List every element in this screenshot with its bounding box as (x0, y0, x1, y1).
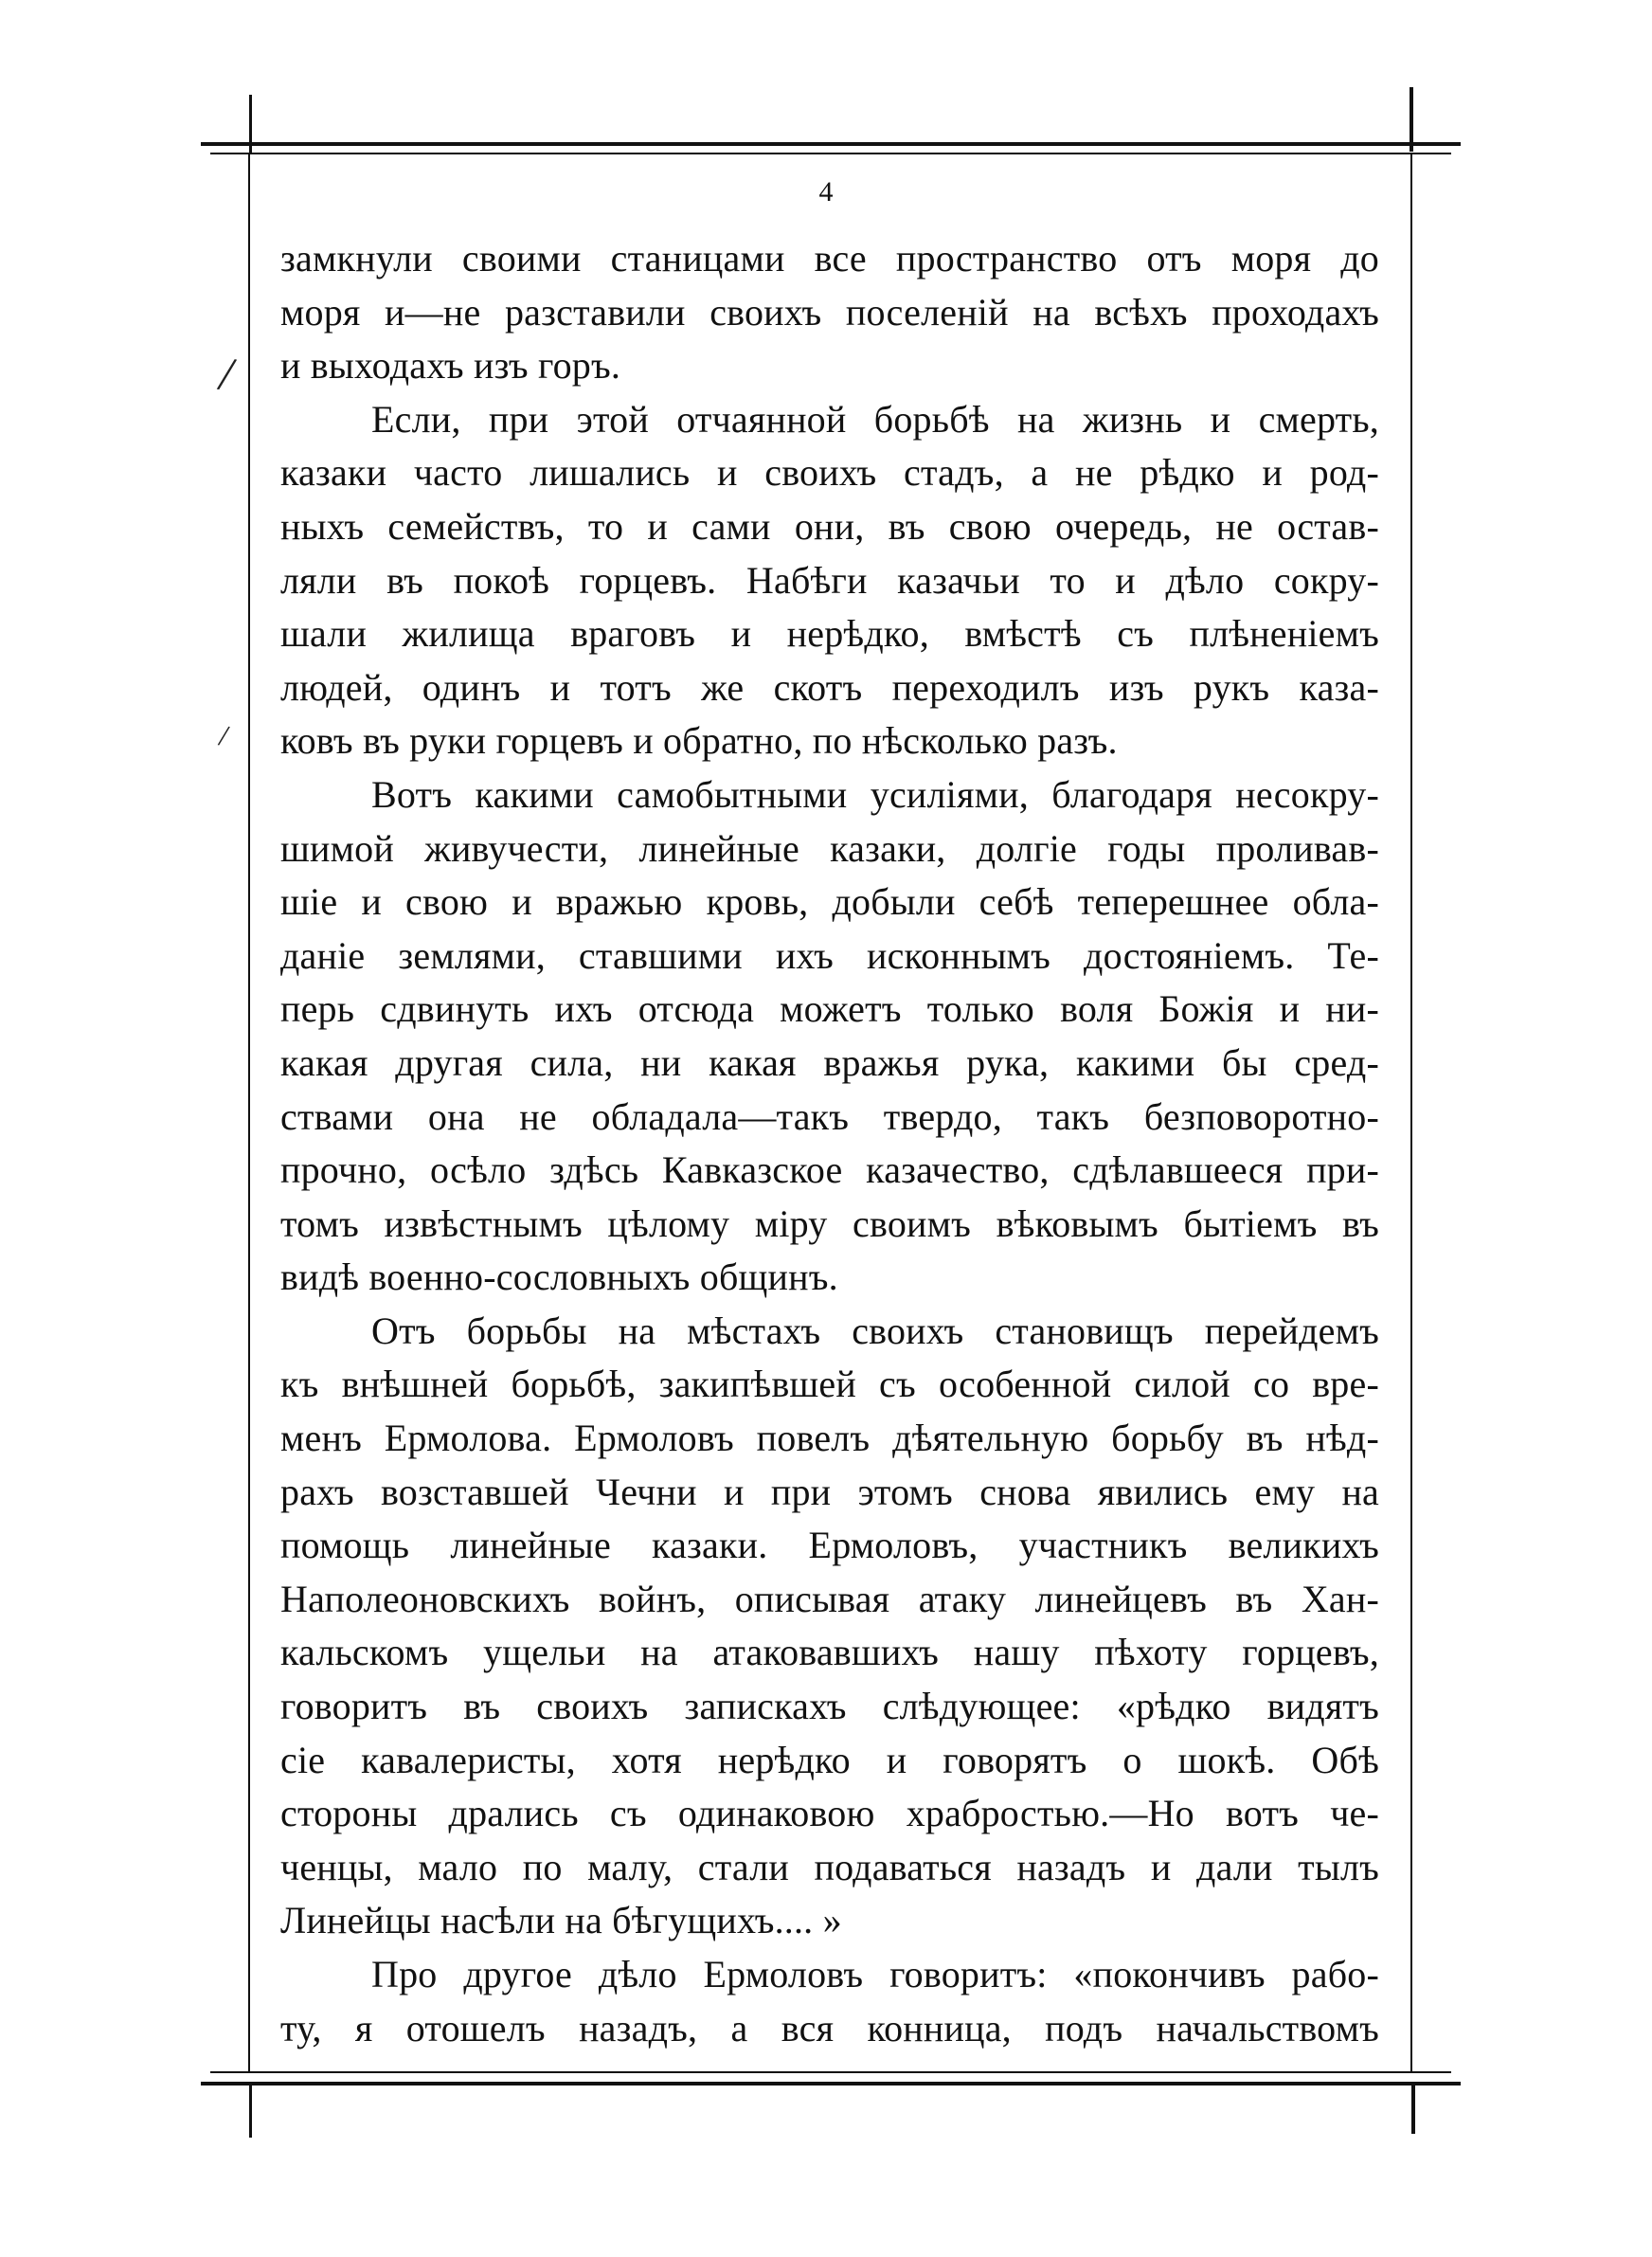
text-line: видѣ военно-сословныхъ общинъ. (280, 1255, 838, 1299)
bottom-left-tick (249, 2085, 252, 2138)
text-line: перь сдвинуть ихъ отсюда можетъ только воля Божія и ни- (280, 987, 1379, 1031)
margin-pencil-mark: / (214, 347, 240, 403)
text-line: Вотъ какими самобытными усиліями, благодаря несокру- (371, 772, 1379, 816)
left-border-line (248, 154, 250, 2073)
text-line: томъ извѣстнымъ цѣлому міру своимъ вѣковымъ бытіемъ въ (280, 1201, 1379, 1245)
page-number: 4 (818, 176, 834, 208)
text-line: рахъ возставшей Чечни и при этомъ снова явились ему на (280, 1470, 1379, 1513)
text-line: шимой живучести, линейные казаки, долгіе годы проливав- (280, 826, 1379, 870)
text-line: говоритъ въ своихъ запискахъ слѣдующее: «рѣдко видятъ (280, 1685, 1379, 1728)
text-line: ковъ въ руки горцевъ и обратно, по нѣсколько разъ. (280, 719, 1118, 763)
text-line: ствами она не обладала—такъ твердо, такъ безповоротно- (280, 1094, 1379, 1138)
text-line: ныхъ семействъ, то и сами они, въ свою очередь, не остав- (280, 504, 1379, 548)
text-line: ляли въ покоѣ горцевъ. Набѣги казачьи то и дѣло сокру- (280, 558, 1379, 602)
text-line: Если, при этой отчаянной борьбѣ на жизнь и смерть, (371, 397, 1379, 441)
text-line: прочно, осѣло здѣсь Кавказское казачество, сдѣлавшееся при- (280, 1148, 1379, 1192)
text-line: людей, одинъ и тотъ же скотъ переходилъ изъ рукъ каза- (280, 665, 1379, 709)
text-line: замкнули своими станицами все пространство отъ моря до (280, 237, 1379, 280)
text-line: даніе землями, ставшими ихъ исконнымъ достояніемъ. Те- (280, 933, 1379, 977)
top-left-tick (249, 95, 252, 153)
right-border-line (1410, 154, 1412, 2073)
body-text (280, 232, 1379, 2055)
paragraph (280, 232, 1379, 393)
text-line: шіе и свою и вражью кровь, добыли себѣ теперешнее обла- (280, 880, 1379, 924)
text-line: сіе кавалеристы, хотя нерѣдко и говорятъ о шокѣ. Обѣ (280, 1738, 1379, 1781)
text-line: моря и—не разставили своихъ поселеній на всѣхъ проходахъ (280, 290, 1379, 334)
paragraph (280, 1305, 1379, 1948)
text-line: менъ Ермолова. Ермоловъ повелъ дѣятельную борьбу въ нѣд- (280, 1417, 1379, 1460)
top-thin-rule (210, 153, 1451, 154)
text-line: Линейцы насѣли на бѣгущихъ.... » (280, 1899, 842, 1942)
text-line: ченцы, мало по малу, стали подаваться назадъ и дали тылъ (280, 1845, 1379, 1888)
paragraph (280, 768, 1379, 1305)
text-line: кальскомъ ущельи на атаковавшихъ нашу пѣхоту горцевъ, (280, 1631, 1379, 1674)
bottom-right-tick (1411, 2085, 1415, 2134)
text-line: и выходахъ изъ горъ. (280, 344, 621, 388)
text-line: Про другое дѣло Ермоловъ говоритъ: «покончивъ рабо- (371, 1953, 1379, 1995)
text-line: казаки часто лишались и своихъ стадъ, а не рѣдко и род- (280, 451, 1379, 495)
text-line: стороны дрались съ одинаковою храбростью.—Но вотъ че- (280, 1792, 1379, 1835)
text-line: ту, я отошелъ назадъ, а вся конница, подъ начальствомъ (280, 2006, 1379, 2049)
bottom-thin-rule (210, 2071, 1451, 2073)
top-right-tick (1410, 87, 1413, 152)
text-line: шали жилища враговъ и нерѣдко, вмѣстѣ съ плѣненіемъ (280, 612, 1379, 656)
paragraph (280, 1948, 1379, 2055)
margin-pencil-mark: / (216, 717, 232, 753)
top-double-rule (201, 142, 1461, 146)
bottom-double-rule (201, 2082, 1461, 2085)
text-line: къ внѣшней борьбѣ, закипѣвшей съ особенной силой со вре- (280, 1363, 1379, 1406)
text-line: помощь линейные казаки. Ермоловъ, участникъ великихъ (280, 1524, 1379, 1567)
text-line: какая другая сила, ни какая вражья рука, какими бы сред- (280, 1040, 1379, 1084)
paragraph (280, 393, 1379, 768)
text-line: Наполеоновскихъ войнъ, описывая атаку линейцевъ въ Хан- (280, 1577, 1379, 1620)
text-line: Отъ борьбы на мѣстахъ своихъ становищъ перейдемъ (371, 1309, 1379, 1352)
